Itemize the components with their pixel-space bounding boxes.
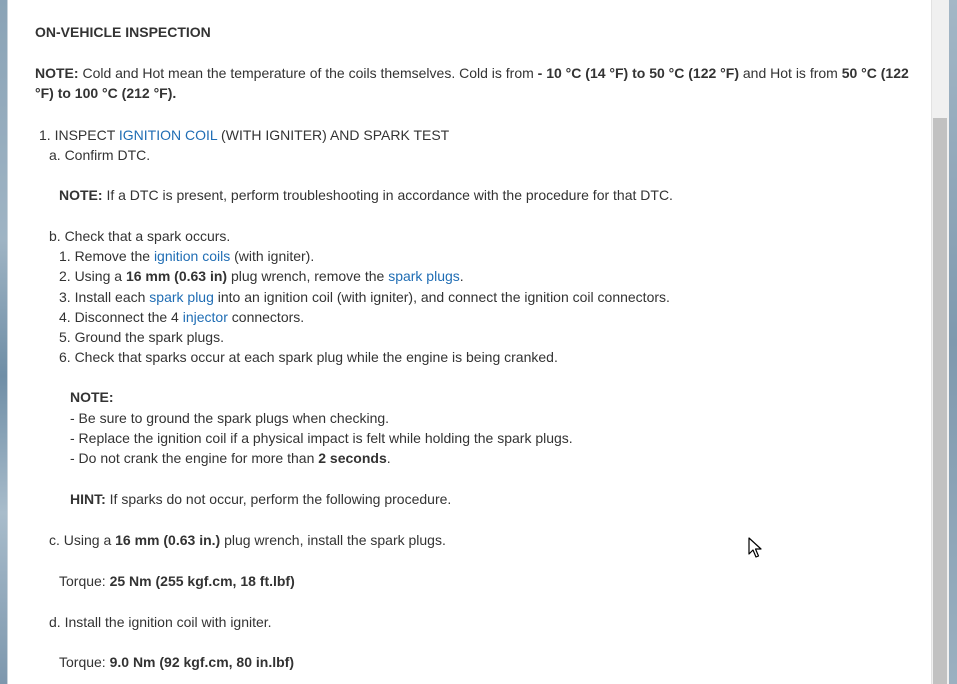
wrench-size: 16 mm (0.63 in.)	[115, 532, 221, 548]
item-text: c. Using a	[49, 532, 116, 548]
hot-range: 50 °C (122 °F) to 100 °C (212 °F).	[35, 65, 909, 101]
injector-link[interactable]: injector	[182, 309, 228, 325]
note-item: - Replace the ignition coil if a physical impact is felt while holding the spark plugs.	[70, 430, 573, 446]
note-label: NOTE:	[35, 65, 79, 81]
list-item-remove-plugs	[59, 266, 464, 286]
item-text: .	[386, 450, 391, 466]
substep-c	[49, 530, 446, 550]
torque-label: Torque:	[59, 573, 110, 589]
scrollbar-thumb[interactable]	[933, 118, 947, 684]
item-text: (with igniter).	[230, 248, 315, 264]
note-item: - Be sure to ground the spark plugs when checking.	[70, 410, 390, 426]
note-text: and Hot is from	[739, 65, 842, 81]
list-item-disconnect-injectors	[59, 307, 304, 327]
substep-b: b. Check that a spark occurs.	[49, 228, 231, 244]
item-text: 2. Using a	[59, 268, 126, 284]
background-window-edge-right	[949, 0, 957, 684]
page-title: ON-VEHICLE INSPECTION	[35, 24, 211, 40]
list-item-ground-plugs: 5. Ground the spark plugs.	[59, 329, 224, 345]
item-text: 3. Install each	[59, 289, 150, 305]
torque-spec	[59, 652, 294, 672]
spark-plugs-link[interactable]: spark plugs	[388, 268, 460, 284]
item-text: .	[459, 268, 464, 284]
torque-label: Torque:	[59, 654, 110, 670]
hint-text: If sparks do not occur, perform the following procedure.	[105, 491, 452, 507]
cold-range: - 10 °C (14 °F) to 50 °C (122 °F)	[537, 65, 739, 81]
temperature-note	[35, 63, 915, 103]
torque-value: 25 Nm (255 kgf.cm, 18 ft.lbf)	[109, 573, 295, 589]
ignition-coil-link[interactable]: IGNITION COIL	[118, 127, 218, 143]
hint-label: HINT:	[70, 491, 106, 507]
dtc-note	[59, 185, 673, 205]
item-text: 4. Disconnect the 4	[59, 309, 183, 325]
list-item-remove-coils	[59, 246, 314, 266]
substep-a: a. Confirm DTC.	[49, 147, 151, 163]
ignition-coils-link[interactable]: ignition coils	[153, 248, 231, 264]
wrench-size: 16 mm (0.63 in)	[125, 268, 228, 284]
hint	[70, 489, 451, 509]
background-window-edge-left	[0, 0, 8, 684]
note-label: NOTE:	[70, 389, 114, 405]
item-text: into an ignition coil (with igniter), and connect the ignition coil connectors.	[213, 289, 670, 305]
step-1-heading	[39, 125, 449, 145]
item-text: connectors.	[227, 309, 305, 325]
note-text: If a DTC is present, perform troubleshooting in accordance with the procedure for that DTC.	[102, 187, 673, 203]
step-1-label: 1. INSPECT	[39, 127, 119, 143]
note-text: Cold and Hot mean the temperature of the coils themselves. Cold is from	[78, 65, 538, 81]
torque-spec	[59, 571, 295, 591]
torque-value: 9.0 Nm (92 kgf.cm, 80 in.lbf)	[109, 654, 294, 670]
list-item-install-plug	[59, 287, 670, 307]
mouse-pointer-icon	[748, 537, 764, 559]
item-text: 1. Remove the	[59, 248, 154, 264]
spark-note-label	[70, 387, 114, 407]
note-label: NOTE:	[59, 187, 103, 203]
note-item	[70, 448, 391, 468]
step-1-rest: (WITH IGNITER) AND SPARK TEST	[217, 127, 450, 143]
substep-d: d. Install the ignition coil with igniter.	[49, 614, 272, 630]
list-item-check-sparks: 6. Check that sparks occur at each spark plug while the engine is being cranked.	[59, 349, 558, 365]
crank-time: 2 seconds	[318, 450, 387, 466]
item-text: plug wrench, remove the	[227, 268, 389, 284]
item-text: - Do not crank the engine for more than	[70, 450, 319, 466]
spark-plug-link[interactable]: spark plug	[149, 289, 214, 305]
item-text: plug wrench, install the spark plugs.	[220, 532, 446, 548]
